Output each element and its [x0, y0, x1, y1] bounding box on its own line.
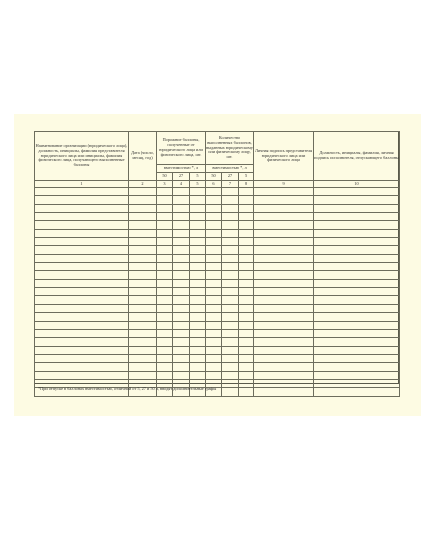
table-cell [254, 246, 314, 254]
table-cell [157, 279, 173, 287]
table-cell [35, 329, 129, 337]
table-cell [129, 288, 157, 296]
table-cell [190, 346, 206, 354]
table-cell [173, 238, 190, 246]
table-cell [35, 213, 129, 221]
table-cell [206, 213, 222, 221]
column-number: 4 [173, 181, 190, 188]
table-cell [239, 254, 254, 262]
table-cell [254, 238, 314, 246]
table-cell [206, 321, 222, 329]
table-cell [314, 296, 400, 304]
table-cell [173, 271, 190, 279]
table-cell [190, 213, 206, 221]
table-cell [239, 313, 254, 321]
column-number: 9 [254, 181, 314, 188]
table-cell [239, 363, 254, 371]
table-cell [206, 363, 222, 371]
table-cell [190, 196, 206, 204]
table-cell [190, 188, 206, 196]
table-cell [222, 254, 239, 262]
table-cell [35, 254, 129, 262]
table-cell [35, 338, 129, 346]
table-cell [239, 221, 254, 229]
table-cell [314, 288, 400, 296]
table-row [35, 346, 400, 354]
table-cell [173, 254, 190, 262]
table-cell [173, 313, 190, 321]
table-cell [206, 204, 222, 212]
table-cell [239, 188, 254, 196]
table-cell [129, 221, 157, 229]
table-cell [35, 346, 129, 354]
table-row [35, 196, 400, 204]
table-row [35, 304, 400, 312]
table-cell [314, 338, 400, 346]
table-cell [173, 229, 190, 237]
table-cell [206, 354, 222, 362]
table-cell [190, 304, 206, 312]
table-cell [239, 204, 254, 212]
column-number: 2 [129, 181, 157, 188]
table-row [35, 288, 400, 296]
capacity-filled-50: 50 [206, 173, 222, 181]
table-cell [222, 221, 239, 229]
table-cell [129, 329, 157, 337]
table-cell [35, 229, 129, 237]
table-row [35, 213, 400, 221]
table-cell [314, 213, 400, 221]
table-cell [35, 188, 129, 196]
table-cell [129, 238, 157, 246]
table-cell [239, 288, 254, 296]
table-cell [254, 329, 314, 337]
table-cell [206, 371, 222, 379]
table-cell [239, 229, 254, 237]
table-cell [35, 363, 129, 371]
table-cell [190, 246, 206, 254]
table-cell [206, 346, 222, 354]
table-cell [129, 313, 157, 321]
table-cell [157, 188, 173, 196]
table-cell [129, 196, 157, 204]
table-cell [206, 246, 222, 254]
table-cell [129, 338, 157, 346]
table-cell [206, 288, 222, 296]
column-number: 6 [206, 181, 222, 188]
table-cell [190, 329, 206, 337]
table-cell [35, 196, 129, 204]
cylinder-log-table [34, 131, 400, 397]
table-cell [35, 296, 129, 304]
table-cell [254, 363, 314, 371]
table-row [35, 254, 400, 262]
table-cell [35, 354, 129, 362]
document-page [14, 114, 421, 416]
table-cell [190, 263, 206, 271]
table-cell [157, 313, 173, 321]
table-row [35, 188, 400, 196]
table-cell [129, 363, 157, 371]
table-cell [314, 271, 400, 279]
table-cell [206, 313, 222, 321]
table-cell [254, 304, 314, 312]
table-cell [129, 229, 157, 237]
table-cell [314, 313, 400, 321]
table-cell [254, 346, 314, 354]
table-cell [314, 371, 400, 379]
column-numbers-row [35, 181, 400, 188]
table-cell [206, 229, 222, 237]
table-cell [190, 279, 206, 287]
header-issuer: Должность, инициалы, фамилия, личная подпись исполнителя, отпускающего баллоны [314, 132, 400, 181]
table-cell [239, 371, 254, 379]
table-cell [222, 304, 239, 312]
table-cell [222, 354, 239, 362]
table-row [35, 363, 400, 371]
header-filled-cylinders: Количество выполненных баллонов, выданных юридическому или физическому лицу, шт. [206, 132, 254, 165]
table-cell [254, 354, 314, 362]
table-cell [157, 238, 173, 246]
table-cell [254, 196, 314, 204]
table-cell [206, 304, 222, 312]
table-cell [157, 363, 173, 371]
table-row [35, 338, 400, 346]
table-cell [239, 354, 254, 362]
table-cell [129, 213, 157, 221]
table-cell [239, 338, 254, 346]
table-cell [35, 204, 129, 212]
table-cell [206, 296, 222, 304]
table-cell [190, 254, 206, 262]
column-number: 1 [35, 181, 129, 188]
capacity-empty-27: 27 [173, 173, 190, 181]
table-cell [254, 313, 314, 321]
table-cell [222, 238, 239, 246]
table-cell [254, 229, 314, 237]
table-cell [206, 221, 222, 229]
table-cell [206, 188, 222, 196]
table-cell [173, 204, 190, 212]
table-row [35, 329, 400, 337]
table-cell [254, 188, 314, 196]
table-cell [314, 238, 400, 246]
table-cell [35, 238, 129, 246]
table-cell [254, 254, 314, 262]
table-row [35, 313, 400, 321]
table-cell [190, 313, 206, 321]
table-cell [129, 263, 157, 271]
table-cell [314, 196, 400, 204]
table-cell [239, 279, 254, 287]
table-cell [314, 279, 400, 287]
table-cell [254, 204, 314, 212]
table-cell [157, 263, 173, 271]
capacity-filled-5: 5 [239, 173, 254, 181]
table-cell [239, 321, 254, 329]
table-cell [157, 271, 173, 279]
table-cell [206, 196, 222, 204]
table-cell [239, 271, 254, 279]
table-cell [239, 238, 254, 246]
table-cell [239, 246, 254, 254]
table-cell [129, 204, 157, 212]
table-cell [222, 363, 239, 371]
table-cell [157, 288, 173, 296]
table-cell [254, 288, 314, 296]
table-cell [35, 246, 129, 254]
table-cell [129, 296, 157, 304]
table-cell [190, 371, 206, 379]
table-cell [254, 221, 314, 229]
table-cell [314, 221, 400, 229]
table-cell [222, 196, 239, 204]
column-number: 3 [157, 181, 173, 188]
table-cell [129, 346, 157, 354]
table-cell [173, 196, 190, 204]
table-cell [222, 288, 239, 296]
table-cell [173, 329, 190, 337]
table-cell [190, 204, 206, 212]
table-cell [190, 229, 206, 237]
table-cell [314, 204, 400, 212]
table-cell [206, 271, 222, 279]
table-cell [190, 221, 206, 229]
table-cell [129, 246, 157, 254]
table-cell [173, 263, 190, 271]
table-cell [173, 213, 190, 221]
table-row [35, 238, 400, 246]
table-cell [129, 271, 157, 279]
table-cell [173, 363, 190, 371]
table-cell [314, 254, 400, 262]
table-cell [222, 313, 239, 321]
table-row [35, 246, 400, 254]
capacity-empty-5: 5 [190, 173, 206, 181]
table-cell [129, 371, 157, 379]
table-cell [129, 354, 157, 362]
table-cell [206, 338, 222, 346]
table-cell [173, 246, 190, 254]
table-cell [190, 321, 206, 329]
table-cell [35, 321, 129, 329]
table-cell [239, 304, 254, 312]
table-cell [239, 213, 254, 221]
table-cell [222, 279, 239, 287]
table-cell [222, 329, 239, 337]
table-cell [314, 346, 400, 354]
table-cell [173, 279, 190, 287]
table-cell [157, 213, 173, 221]
table-cell [173, 304, 190, 312]
table-cell [157, 329, 173, 337]
table-cell [157, 196, 173, 204]
table-cell [254, 279, 314, 287]
table-cell [157, 371, 173, 379]
table-cell [157, 338, 173, 346]
table-cell [173, 296, 190, 304]
table-cell [173, 338, 190, 346]
table-cell [173, 288, 190, 296]
table-cell [157, 229, 173, 237]
table-cell [222, 204, 239, 212]
table-cell [254, 296, 314, 304]
table-cell [222, 271, 239, 279]
capacity-label-filled: вместимостью *, л [206, 165, 254, 173]
table-cell [157, 321, 173, 329]
table-cell [314, 354, 400, 362]
table-cell [239, 329, 254, 337]
table-cell [129, 304, 157, 312]
table-cell [190, 271, 206, 279]
table-cell [35, 288, 129, 296]
table-cell [314, 321, 400, 329]
header-organization: Наименование организации (юридического лица), должность, инициалы, фамилия представителя юридического лица или инициалы, фамилия физического лица, получающего выполненные баллоны [35, 132, 129, 181]
form-frame [34, 131, 399, 384]
table-cell [157, 304, 173, 312]
table-cell [157, 296, 173, 304]
table-cell [314, 188, 400, 196]
capacity-label-empty: вместимостью *, л [157, 165, 206, 173]
table-cell [222, 229, 239, 237]
table-cell [206, 263, 222, 271]
table-cell [222, 246, 239, 254]
table-cell [222, 371, 239, 379]
table-cell [157, 346, 173, 354]
table-cell [314, 246, 400, 254]
table-row [35, 229, 400, 237]
table-cell [157, 354, 173, 362]
table-row [35, 263, 400, 271]
capacity-filled-27: 27 [222, 173, 239, 181]
table-cell [222, 213, 239, 221]
table-cell [254, 271, 314, 279]
table-cell [222, 263, 239, 271]
table-cell [35, 221, 129, 229]
table-cell [239, 296, 254, 304]
table-row [35, 271, 400, 279]
column-number: 7 [222, 181, 239, 188]
table-cell [190, 363, 206, 371]
table-cell [206, 329, 222, 337]
table-cell [222, 338, 239, 346]
table-cell [35, 279, 129, 287]
table-cell [190, 354, 206, 362]
table-row [35, 321, 400, 329]
table-cell [222, 346, 239, 354]
table-cell [129, 188, 157, 196]
table-cell [129, 254, 157, 262]
header-representative-signature: Личная подпись представителя юридического лица или физического лица [254, 132, 314, 181]
table-cell [222, 188, 239, 196]
table-cell [239, 196, 254, 204]
table-cell [254, 213, 314, 221]
table-cell [254, 371, 314, 379]
column-number: 8 [239, 181, 254, 188]
table-cell [157, 254, 173, 262]
table-cell [314, 304, 400, 312]
table-cell [314, 229, 400, 237]
column-number: 10 [314, 181, 400, 188]
table-cell [314, 329, 400, 337]
table-cell [254, 338, 314, 346]
table-row [35, 279, 400, 287]
table-cell [173, 371, 190, 379]
table-cell [206, 238, 222, 246]
header-date: Дата (число, месяц, год) [129, 132, 157, 181]
table-cell [206, 254, 222, 262]
table-row [35, 204, 400, 212]
footnote: *При отпуске в баллонах вместимостью, отличной от 5, 27 и 50 л, вводят дополнительные графы [38, 386, 217, 391]
table-cell [35, 371, 129, 379]
table-cell [35, 271, 129, 279]
table-cell [35, 304, 129, 312]
table-cell [314, 263, 400, 271]
table-cell [173, 354, 190, 362]
table-row [35, 221, 400, 229]
table-cell [157, 204, 173, 212]
table-cell [254, 263, 314, 271]
capacity-empty-50: 50 [157, 173, 173, 181]
table-cell [239, 346, 254, 354]
table-cell [190, 338, 206, 346]
table-cell [190, 288, 206, 296]
table-row [35, 354, 400, 362]
table-cell [239, 263, 254, 271]
table-cell [173, 221, 190, 229]
table-cell [222, 321, 239, 329]
table-cell [35, 263, 129, 271]
table-cell [254, 321, 314, 329]
table-cell [190, 238, 206, 246]
table-row [35, 296, 400, 304]
table-cell [173, 346, 190, 354]
table-cell [222, 296, 239, 304]
table-cell [35, 313, 129, 321]
table-cell [206, 279, 222, 287]
table-row [35, 371, 400, 379]
table-cell [314, 363, 400, 371]
table-cell [129, 279, 157, 287]
table-cell [173, 321, 190, 329]
table-cell [190, 296, 206, 304]
header-empty-cylinders: Порожние баллоны, полученные от юридического лица или физического лица, шт. [157, 132, 206, 165]
table-cell [173, 188, 190, 196]
table-cell [157, 221, 173, 229]
column-number: 5 [190, 181, 206, 188]
table-cell [157, 246, 173, 254]
table-cell [129, 321, 157, 329]
